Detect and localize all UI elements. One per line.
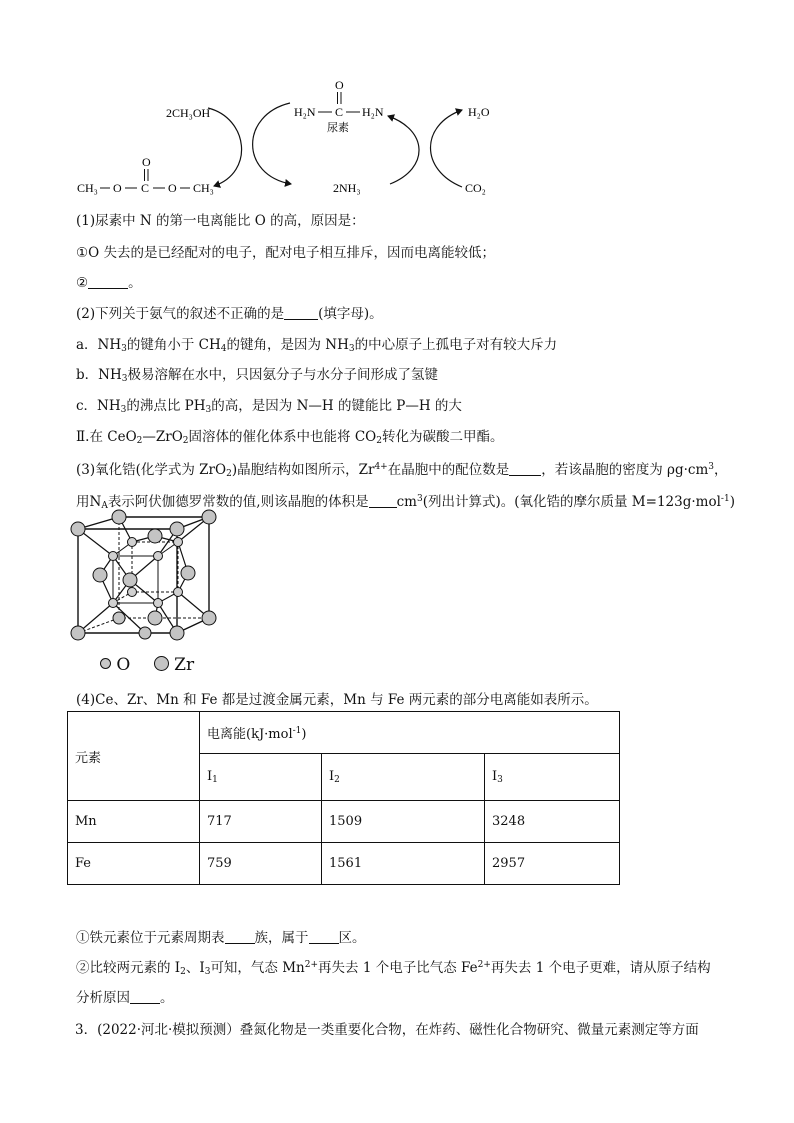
urea-structure [294,78,384,134]
table-subheader-i3: $I_3$ [485,754,620,801]
next-question-intro: 3．(2022·河北·模拟预测）叠氮化物是一类重要化合物，在炸药、磁性化合物研究、微量元素测定等方面 [75,1022,699,1038]
q3-line1: (3)氧化锆(化学式为 ZrO$_2$)晶胞结构如图所示，$Zr^{4+}$在晶胞中的配位数是 ，若该晶胞的密度为 $\rho g\cdot cm^3$， [76,462,728,479]
answer-blank[interactable] [284,307,318,320]
q2-stem: (2)下列关于氨气的叙述不正确的是 (填字母)。 [76,306,383,322]
arc-urea-to-ammonia [253,103,291,184]
section-ii-intro: Ⅱ.在 CeO$_2$—ZrO$_2$固溶体的催化体系中也能将 $CO_2$转化为碳酸二甲酯。 [76,429,504,446]
arc-methanol-to-dmc [208,108,242,186]
o-legend-label: O [116,655,131,675]
q4-item1: ①铁元素位于元素周期表 族，属于 区。 [76,930,366,946]
table-row: Mn 717 1509 3248 [68,801,620,843]
table-subheader-i1: $I_1$ [200,754,322,801]
ionization-energy-table [67,711,620,885]
q4-item2-line2: 分析原因 。 [76,990,174,1006]
zr-legend-label: Zr [174,655,195,675]
dmc-o-right: O [168,181,177,195]
urea-carbonyl-o: O [335,78,344,92]
table-header-energy: 电离能(kJ·mol$^{-1}$) [200,712,620,754]
table-subheader-i2: $I_2$ [322,754,485,801]
q1-item1: ①O 失去的是已经配对的电子，配对电子相互排斥，因而电离能较低； [76,245,495,261]
answer-blank[interactable] [130,991,160,1004]
arc-co2-to-water [431,110,463,187]
ammonia-label: 2NH₃ [333,181,361,195]
q1-stem: (1)尿素中 N 的第一电离能比 O 的高，原因是： [76,213,365,229]
dmc-c: C [141,181,150,195]
q2-option-c: c．$NH_3$的沸点比 $PH_3$的高，是因为 N—H 的键能比 P—H 的大 [76,398,462,415]
q1-item2: ② 。 [76,275,142,291]
q4-stem: (4)Ce、Zr、Mn 和 Fe 都是过渡金属元素，Mn 与 Fe 两元素的部分电离能如表所示。 [76,692,598,708]
answer-blank[interactable] [309,931,339,944]
urea-name: 尿素 [327,122,349,134]
water-label: H₂O [468,105,490,119]
table-header-element: 元素 [68,712,200,801]
urea-nh2-right: H₂N [362,105,384,119]
table-row: Fe 759 1561 2957 [68,843,620,885]
answer-blank[interactable] [225,931,255,944]
o-legend-marker [100,658,111,669]
q3-line2: 用$N_A$表示阿伏伽德罗常数的值,则该晶胞的体积是 $cm^3$(列出计算式)。(氧化锆的摩尔质量 M=123g·mol$^{-1}$) [76,494,735,511]
zro2-unit-cell-figure [70,508,230,648]
reaction-cycle-diagram [0,0,794,205]
dimethyl-carbonate-structure [77,155,214,195]
answer-blank[interactable] [369,495,397,508]
o-atoms [109,538,183,608]
dmc-o-left: O [113,181,122,195]
answer-blank[interactable] [88,276,128,289]
dmc-carbonyl-o: O [142,155,151,169]
methanol-label: 2CH₃OH [166,106,211,120]
q2-option-a: a．$NH_3$的键角小于 $CH_4$的键角，是因为 $NH_3$的中心原子上孤电子对有较大斥力 [76,337,558,354]
co2-label: CO₂ [465,181,486,195]
urea-nh2-left: H₂N [294,105,316,119]
dmc-ch3-left: CH₃ [77,181,98,195]
q4-item2-line1: ②比较两元素的 $I_2$、$I_3$可知，气态 $Mn^{2+}$再失去 1 个电子比气态 $Fe^{2+}$再失去 1 个电子更难，请从原子结构 [76,960,711,977]
q2-option-b: b．$NH_3$极易溶解在水中，只因氨分子与水分子间形成了氢键 [76,367,438,384]
crystal-legend [100,655,194,675]
urea-c: C [335,105,344,119]
zr-legend-marker [154,656,169,671]
dmc-ch3-right: CH₃ [193,181,214,195]
arc-ammonia-to-urea [388,116,419,184]
answer-blank[interactable] [509,463,541,476]
